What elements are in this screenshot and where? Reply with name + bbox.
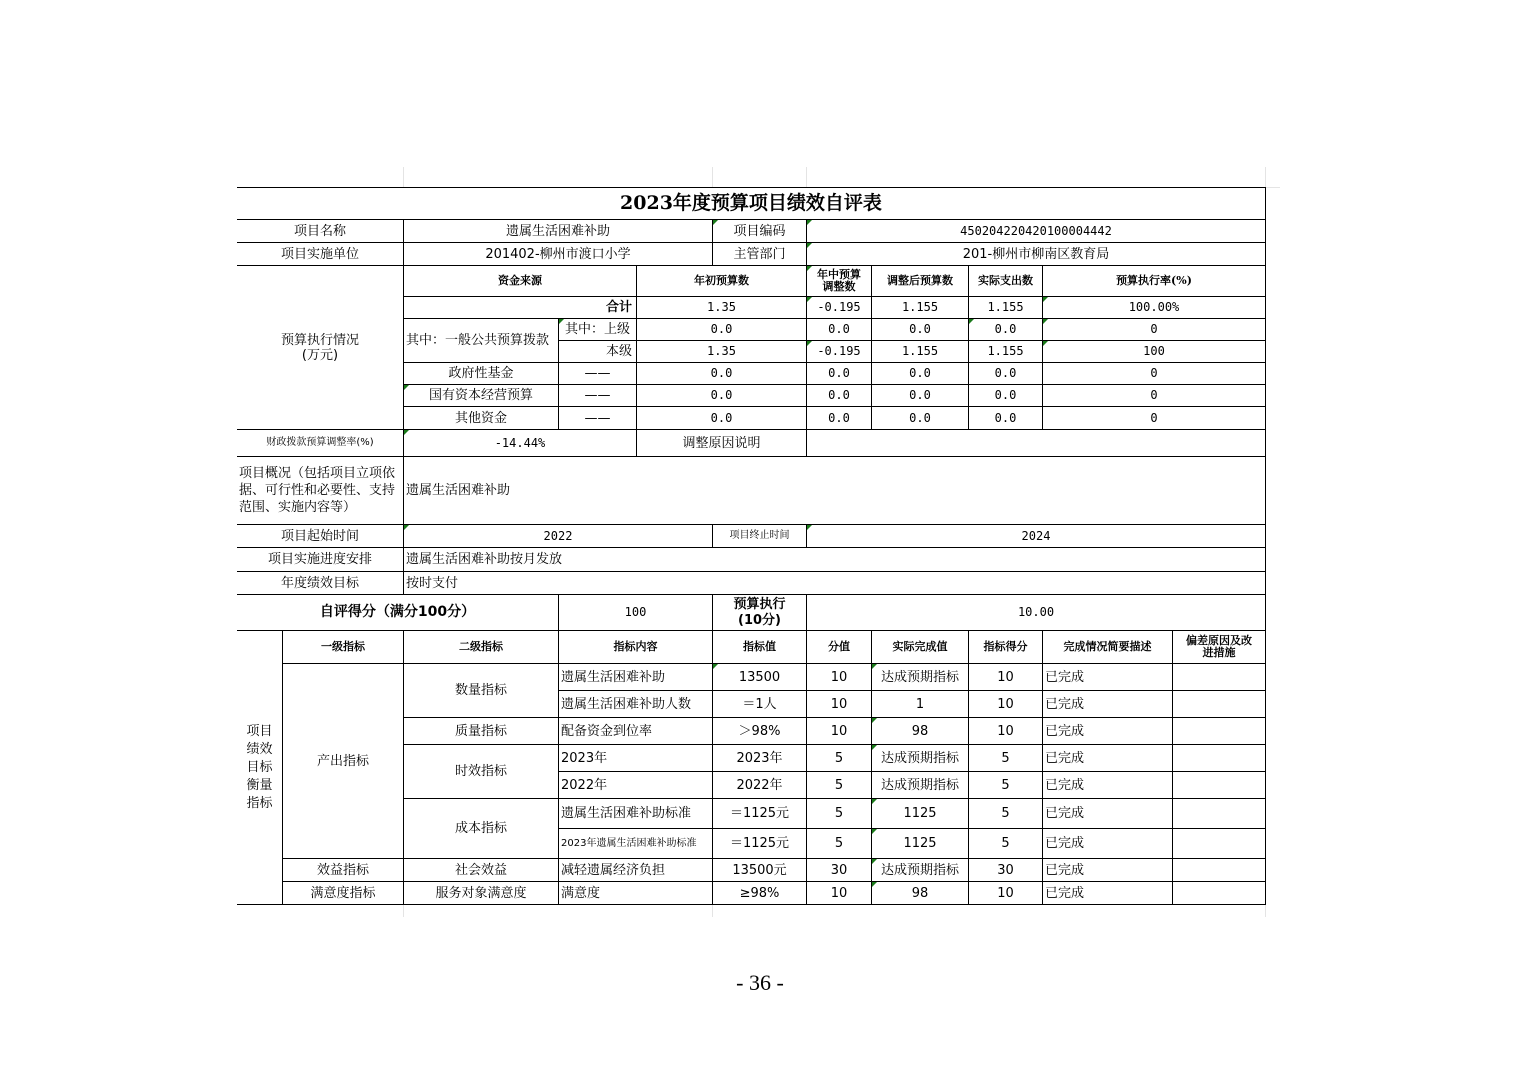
indicator-dev-cell [1173, 772, 1266, 799]
indicator-dev-cell [1173, 859, 1266, 882]
indicator-desc-cell: 已完成 [1043, 799, 1173, 829]
indicator-actual-cell: 达成预期指标 [872, 664, 969, 691]
indicator-content-cell: 2023年 [559, 745, 713, 772]
indicator-dev-cell [1173, 829, 1266, 859]
budget-cell: 0.0 [872, 319, 969, 341]
level2-cost: 成本指标 [404, 799, 559, 859]
budget-sub-label: —— [559, 385, 637, 407]
budget-cell: 0 [1043, 407, 1266, 430]
level2-satisfaction: 服务对象满意度 [404, 882, 559, 905]
level1-output: 产出指标 [283, 664, 404, 859]
indicator-score-cell: 10 [969, 882, 1043, 905]
indicator-actual-cell: 达成预期指标 [872, 859, 969, 882]
indicator-desc-cell: 已完成 [1043, 882, 1173, 905]
indicator-content-cell: 遗属生活困难补助人数 [559, 691, 713, 718]
ind-header: 一级指标 [283, 631, 404, 664]
budget-cell: 100 [1043, 341, 1266, 363]
implementing-unit: 201402-柳州市渡口小学 [404, 243, 713, 266]
ind-header: 二级指标 [404, 631, 559, 664]
header-adjusted: 调整后预算数 [872, 266, 969, 297]
project-code-label: 项目编码 [713, 220, 807, 243]
budget-cell: 0.0 [807, 385, 872, 407]
header-fund-source: 资金来源 [404, 266, 637, 297]
budget-cell: -0.195 [807, 341, 872, 363]
budget-cell: 0.0 [872, 363, 969, 385]
budget-cell: 0.0 [969, 407, 1043, 430]
unit-label: 项目实施单位 [237, 243, 404, 266]
overview-label: 项目概况（包括项目立项依据、可行性和必要性、支持范围、实施内容等） [237, 457, 404, 525]
start-year: 2022 [404, 525, 713, 548]
end-year: 2024 [807, 525, 1266, 548]
indicator-weight-cell: 5 [807, 799, 872, 829]
indicator-score-cell: 5 [969, 745, 1043, 772]
indicator-value-cell: ＝1125元 [713, 829, 807, 859]
ind-header: 指标得分 [969, 631, 1043, 664]
indicator-desc-cell: 已完成 [1043, 829, 1173, 859]
budget-cell: 0.0 [969, 319, 1043, 341]
budget-cell: 0.0 [969, 385, 1043, 407]
budget-cell: 0.0 [807, 407, 872, 430]
budget-cell: 0.0 [872, 385, 969, 407]
indicator-score-cell: 5 [969, 772, 1043, 799]
budget-cell: 1.155 [872, 341, 969, 363]
budget-section-label: 预算执行情况 (万元) [237, 266, 404, 430]
general-budget-label: 其中：一般公共预算拨款 [404, 319, 559, 363]
indicator-content-cell: 遗属生活困难补助 [559, 664, 713, 691]
indicator-actual-cell: 98 [872, 882, 969, 905]
overview-value: 遗属生活困难补助 [404, 457, 1266, 525]
ind-header: 指标内容 [559, 631, 713, 664]
indicator-value-cell: 2022年 [713, 772, 807, 799]
indicator-score-cell: 5 [969, 799, 1043, 829]
performance-evaluation-table [237, 187, 1266, 905]
indicator-weight-cell: 5 [807, 772, 872, 799]
budget-cell: 0.0 [872, 407, 969, 430]
level1-satisfaction: 满意度指标 [283, 882, 404, 905]
progress-value: 遗属生活困难补助按月发放 [404, 548, 1266, 572]
indicator-actual-cell: 98 [872, 718, 969, 745]
indicator-weight-cell: 10 [807, 718, 872, 745]
header-midyear: 年中预算调整数 [807, 266, 872, 297]
indicator-dev-cell [1173, 799, 1266, 829]
dept-label: 主管部门 [713, 243, 807, 266]
indicator-content-cell: 满意度 [559, 882, 713, 905]
exec-score: 10.00 [807, 595, 1266, 631]
indicator-dev-cell [1173, 882, 1266, 905]
indicator-value-cell: ＞98% [713, 718, 807, 745]
indicator-value-cell: 13500 [713, 664, 807, 691]
budget-sub-label: —— [559, 407, 637, 430]
indicator-value-cell: 2023年 [713, 745, 807, 772]
indicator-dev-cell [1173, 664, 1266, 691]
budget-cell: 1.155 [969, 341, 1043, 363]
indicator-actual-cell: 达成预期指标 [872, 745, 969, 772]
indicator-actual-cell: 1125 [872, 799, 969, 829]
project-name-label: 项目名称 [237, 220, 404, 243]
adjust-rate: -14.44% [404, 430, 637, 457]
budget-cell: 0 [1043, 319, 1266, 341]
level2-timeliness: 时效指标 [404, 745, 559, 799]
project-code: 450204220420100004442 [807, 220, 1266, 243]
self-score-label: 自评得分（满分100分） [237, 595, 559, 631]
budget-cell: 100.00% [1043, 297, 1266, 319]
budget-cell: 0.0 [637, 385, 807, 407]
project-name: 遗属生活困难补助 [404, 220, 713, 243]
indicator-desc-cell: 已完成 [1043, 691, 1173, 718]
header-actual: 实际支出数 [969, 266, 1043, 297]
indicator-value-cell: ＝1125元 [713, 799, 807, 829]
exec-label: 预算执行(10分) [713, 595, 807, 631]
indicator-weight-cell: 10 [807, 664, 872, 691]
adjust-reason-label: 调整原因说明 [637, 430, 807, 457]
ind-header: 指标值 [713, 631, 807, 664]
budget-cell: 0.0 [807, 363, 872, 385]
budget-cell: 0.0 [807, 319, 872, 341]
adjust-reason [807, 430, 1266, 457]
budget-cell: 0 [1043, 385, 1266, 407]
page-number: - 36 - [736, 970, 784, 995]
indicator-content-cell: 配备资金到位率 [559, 718, 713, 745]
indicator-value-cell: 13500元 [713, 859, 807, 882]
level2-social: 社会效益 [404, 859, 559, 882]
indicator-actual-cell: 达成预期指标 [872, 772, 969, 799]
level1-benefit: 效益指标 [283, 859, 404, 882]
budget-cell: 0 [1043, 363, 1266, 385]
indicator-dev-cell [1173, 718, 1266, 745]
indicator-desc-cell: 已完成 [1043, 745, 1173, 772]
budget-row-label: 其他资金 [404, 407, 559, 430]
indicator-score-cell: 5 [969, 829, 1043, 859]
header-rate: 预算执行率(%) [1043, 266, 1266, 297]
start-label: 项目起始时间 [237, 525, 404, 548]
indicator-content-cell: 减轻遗属经济负担 [559, 859, 713, 882]
self-score: 100 [559, 595, 713, 631]
budget-cell: 0.0 [637, 319, 807, 341]
indicator-desc-cell: 已完成 [1043, 664, 1173, 691]
budget-cell: 0.0 [637, 363, 807, 385]
ind-header: 偏差原因及改进措施 [1173, 631, 1266, 664]
budget-cell: 1.155 [872, 297, 969, 319]
budget-total-label: 合计 [404, 297, 637, 319]
budget-sub-label: 其中：上级 [559, 319, 637, 341]
progress-label: 项目实施进度安排 [237, 548, 404, 572]
indicator-content-cell: 2022年 [559, 772, 713, 799]
indicator-value-cell: ≥98% [713, 882, 807, 905]
budget-cell: 1.35 [637, 297, 807, 319]
budget-sub-label: 本级 [559, 341, 637, 363]
indicator-value-cell: ＝1人 [713, 691, 807, 718]
budget-cell: 1.155 [969, 297, 1043, 319]
indicator-weight-cell: 30 [807, 859, 872, 882]
indicator-actual-cell: 1125 [872, 829, 969, 859]
indicator-score-cell: 10 [969, 691, 1043, 718]
indicator-dev-cell [1173, 691, 1266, 718]
budget-cell: -0.195 [807, 297, 872, 319]
table-title: 2023年度预算项目绩效自评表 [237, 187, 1266, 220]
budget-row-label: 政府性基金 [404, 363, 559, 385]
budget-row-label: 国有资本经营预算 [404, 385, 559, 407]
indicator-weight-cell: 10 [807, 882, 872, 905]
indicator-score-cell: 30 [969, 859, 1043, 882]
indicator-score-cell: 10 [969, 718, 1043, 745]
supervising-dept: 201-柳州市柳南区教育局 [807, 243, 1266, 266]
adjust-rate-label: 财政拨款预算调整率(%) [237, 430, 404, 457]
goal-value: 按时支付 [404, 572, 1266, 595]
budget-sub-label: —— [559, 363, 637, 385]
level2-quantity: 数量指标 [404, 664, 559, 718]
ind-header: 完成情况简要描述 [1043, 631, 1173, 664]
indicator-desc-cell: 已完成 [1043, 772, 1173, 799]
ind-header: 分值 [807, 631, 872, 664]
indicator-weight-cell: 10 [807, 691, 872, 718]
indicator-desc-cell: 已完成 [1043, 718, 1173, 745]
indicator-weight-cell: 5 [807, 745, 872, 772]
indicator-content-cell: 2023年遗属生活困难补助标准 [559, 829, 713, 859]
indicator-score-cell: 10 [969, 664, 1043, 691]
level2-quality: 质量指标 [404, 718, 559, 745]
header-initial: 年初预算数 [637, 266, 807, 297]
indicator-weight-cell: 5 [807, 829, 872, 859]
ind-header: 实际完成值 [872, 631, 969, 664]
budget-cell: 0.0 [637, 407, 807, 430]
end-label: 项目终止时间 [713, 525, 807, 548]
indicator-section-label: 项目绩效目标衡量指标 [237, 631, 283, 905]
budget-cell: 0.0 [969, 363, 1043, 385]
indicator-desc-cell: 已完成 [1043, 859, 1173, 882]
indicator-dev-cell [1173, 745, 1266, 772]
budget-cell: 1.35 [637, 341, 807, 363]
indicator-content-cell: 遗属生活困难补助标准 [559, 799, 713, 829]
indicator-actual-cell: 1 [872, 691, 969, 718]
goal-label: 年度绩效目标 [237, 572, 404, 595]
